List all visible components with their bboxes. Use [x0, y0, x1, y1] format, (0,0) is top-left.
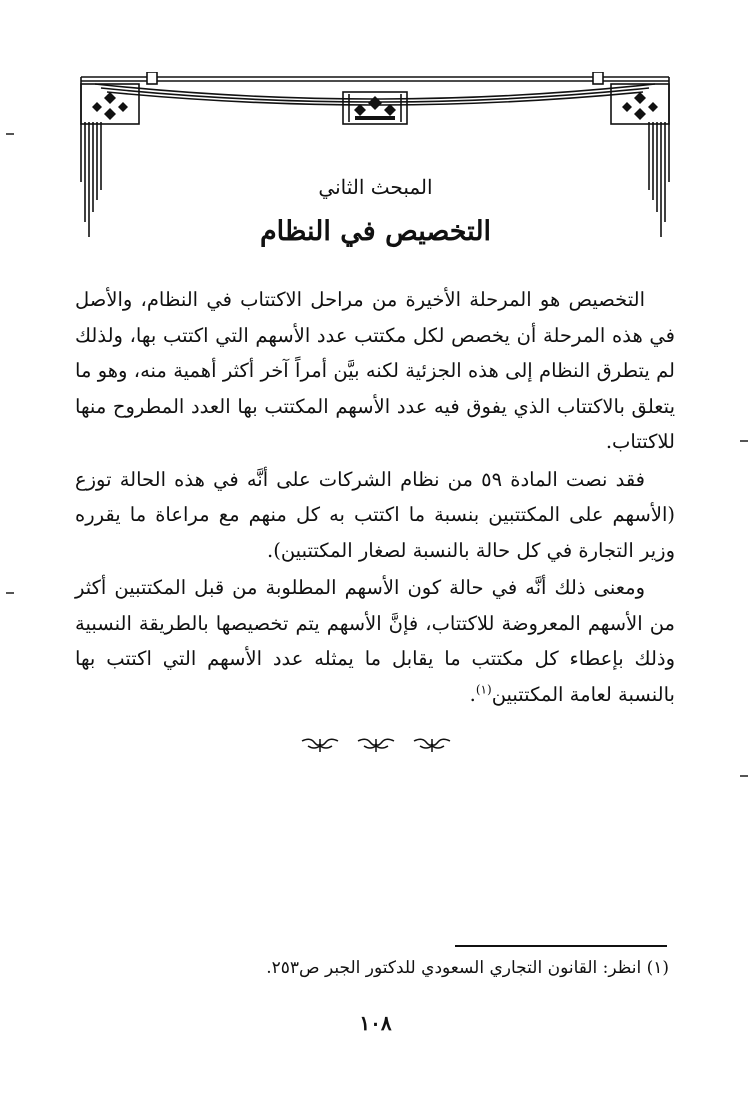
- ornament-icon: [356, 736, 396, 754]
- footnote: (١) انظر: القانون التجاري السعودي للدكتور الجبر ص٢٥٣.: [266, 958, 669, 978]
- footnote-reference: (١): [475, 682, 492, 696]
- section-separator: [0, 736, 751, 754]
- paragraph-2: فقد نصت المادة ٥٩ من نظام الشركات على أنَّه في هذه الحالة توزع (الأسهم على المكتتبين بنسبة ما اكتتب به كل منهم مع مراعاة ما يقرره وزير التجارة في كل حالة بالنسبة لصغار المكتتبين).: [75, 467, 675, 562]
- body-text: [75, 282, 675, 712]
- scan-mark: [6, 133, 14, 135]
- ornament-icon: [412, 736, 452, 754]
- section-title: التخصيص في النظام: [259, 216, 492, 247]
- paragraph-3-text: ومعنى ذلك أنَّه في حالة كون الأسهم المطلوبة من قبل المكتتبين أكثر من الأسهم المعروضة للاكتتاب، فإنَّ الأسهم يتم تخصيصها بالطريقة النسبية وذلك بإعطاء كل مكتتب ما يقابل ما يمثله عدد الأسهم التي اكتتب بها بالنسبة لعامة المكتتبين: [75, 576, 675, 706]
- paragraph-3: [75, 570, 675, 712]
- page-number: ١٠٨: [359, 1011, 392, 1035]
- paragraph-1: التخصيص هو المرحلة الأخيرة من مراحل الاكتتاب في النظام، والأصل في هذه المرحلة أن يخصص لكل مكتتب عدد الأسهم التي اكتتب بها، ولذلك لم يتطرق النظام إلى هذه الجزئية لكنه بيَّن أمراً آخر أكثر أهمية منه، وهو ما يتعلق بالاكتتاب الذي يفوق فيه عدد الأسهم المكتتب بها العدد المطروح منها للاكتتاب.: [75, 288, 675, 453]
- scan-mark: [740, 440, 748, 442]
- scan-mark: [740, 775, 748, 777]
- footnote-divider: [455, 945, 667, 947]
- ornament-icon: [300, 736, 340, 754]
- paragraph-3-tail: .: [469, 682, 476, 706]
- scan-mark: [6, 592, 14, 594]
- section-subtitle: المبحث الثاني: [318, 175, 433, 199]
